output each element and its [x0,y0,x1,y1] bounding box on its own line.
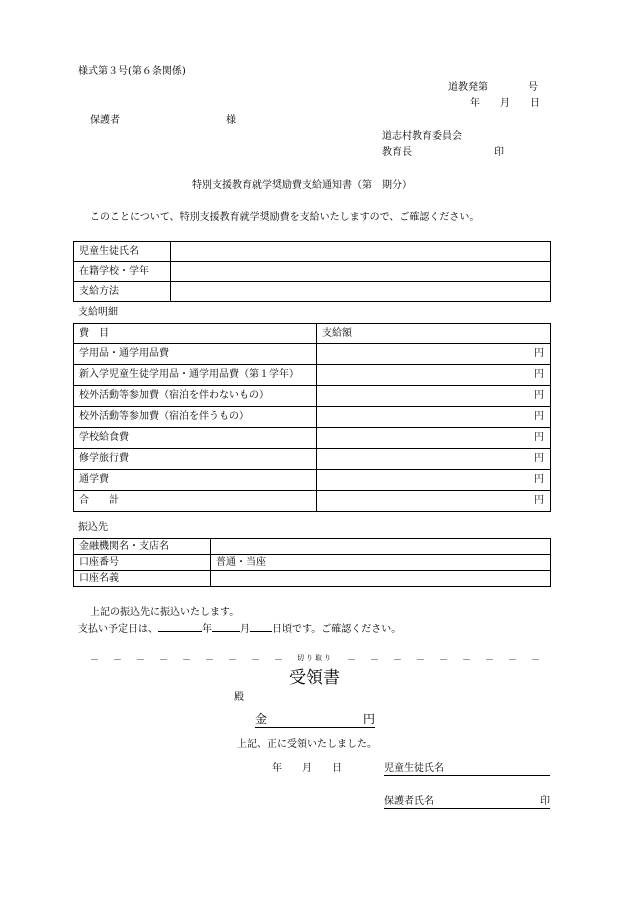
student-table [73,241,551,302]
dash-mark: － [228,656,238,666]
detail-row-label: 修学旅行費 [74,449,317,470]
detail-row-yen: 円 [317,365,551,386]
school-grade-value[interactable] [171,262,551,282]
detail-row-label: 校外活動等参加費（宿泊を伴わないもの） [74,386,317,407]
account-holder-value[interactable] [211,571,551,587]
issuer-org: 道志村教育委員会 [382,131,462,142]
dash-mark: － [159,656,169,666]
detail-table [73,323,551,512]
dash-mark: － [346,656,356,666]
detail-row-label: 通学費 [74,470,317,491]
dash-mark: － [90,656,100,666]
receipt-guardian-field[interactable] [384,796,550,809]
account-number-value[interactable]: 普通・当座 [211,555,551,571]
payment-suffix: 頃です。ご確認ください。 [282,624,402,635]
guardian-honorific: 様 [226,115,236,126]
dash-mark: － [251,656,261,666]
dash-mark: － [205,656,215,666]
receipt-guardian-label: 保護者氏名 [384,796,434,807]
bank-name-label: 金融機関名・支店名 [74,539,211,555]
receipt-seal: 印 [540,796,550,807]
detail-row-label: 新入学児童生徒学用品・通学用品費（第１学年） [74,365,317,386]
amount-prefix: 金 [255,712,268,726]
dash-mark: － [369,656,379,666]
page-title: 特別支援教育就学奨励費支給通知書（第 期分） [192,180,412,191]
dash-mark: － [461,656,471,666]
detail-total-label: 合 計 [74,491,317,512]
dash-mark: － [136,656,146,666]
dash-mark: － [274,656,284,666]
detail-header-item: 費 目 [74,324,317,344]
payment-method-value[interactable] [171,282,551,302]
payment-month-blank[interactable] [212,631,240,632]
dash-mark: － [392,656,402,666]
payment-day-blank[interactable] [250,631,272,632]
receipt-title: 受領書 [289,668,340,688]
cut-label: 切り取り [297,654,333,662]
detail-row-label: 校外活動等参加費（宿泊を伴うもの） [74,407,317,428]
detail-row-yen: 円 [317,407,551,428]
dash-mark: － [438,656,448,666]
detail-caption: 支給明細 [78,307,118,318]
dash-mark: － [484,656,494,666]
bank-caption: 振込先 [78,522,108,533]
issuer-title: 教育長 [382,147,412,158]
receipt-amount[interactable] [255,712,375,728]
guardian-label: 保護者 [90,115,120,126]
receipt-student-field[interactable] [384,763,550,776]
issue-date: 年 月 日 [470,98,540,109]
bank-name-value[interactable] [211,539,551,555]
student-name-label: 児童生徒氏名 [74,242,171,262]
cut-line [90,653,540,666]
dash-mark: － [530,656,540,666]
receipt-date: 年 月 日 [272,763,342,774]
student-name-value[interactable] [171,242,551,262]
detail-row-yen: 円 [317,449,551,470]
payment-method-label: 支給方法 [74,282,171,302]
payment-prefix: 支払い予定日は、 [78,624,158,635]
issuer-seal: 印 [494,147,504,158]
dash-mark: － [507,656,517,666]
detail-row-yen: 円 [317,386,551,407]
detail-row-yen: 円 [317,470,551,491]
receipt-student-label: 児童生徒氏名 [384,763,444,774]
transfer-note: 上記の振込先に振込いたします。 [90,607,240,618]
payment-year: 年 [202,624,212,635]
intro-text: このことについて、特別支援教育就学奨励費を支給いたしますので、ご確認ください。 [90,212,480,223]
receipt-to: 殿 [234,692,244,703]
payment-month: 月 [240,624,250,635]
dash-mark: － [182,656,192,666]
detail-row-yen: 円 [317,344,551,365]
payment-day: 日 [272,624,282,635]
dash-mark: － [415,656,425,666]
payment-year-blank[interactable] [158,631,202,632]
detail-header-amount: 支給額 [317,324,551,344]
dash-mark: － [113,656,123,666]
detail-total-yen: 円 [317,491,551,512]
school-grade-label: 在籍学校・学年 [74,262,171,282]
account-number-label: 口座番号 [74,555,211,571]
account-holder-label: 口座名義 [74,571,211,587]
document-number: 道教発第 号 [448,82,538,93]
form-number: 様式第３号(第６条関係) [78,66,186,77]
detail-row-label: 学用品・通学用品費 [74,344,317,365]
detail-row-label: 学校給食費 [74,428,317,449]
bank-table [73,538,551,587]
detail-row-yen: 円 [317,428,551,449]
amount-unit: 円 [362,712,375,726]
payment-date-line [78,624,401,636]
receipt-statement: 上記、正に受領いたしました。 [237,739,377,750]
